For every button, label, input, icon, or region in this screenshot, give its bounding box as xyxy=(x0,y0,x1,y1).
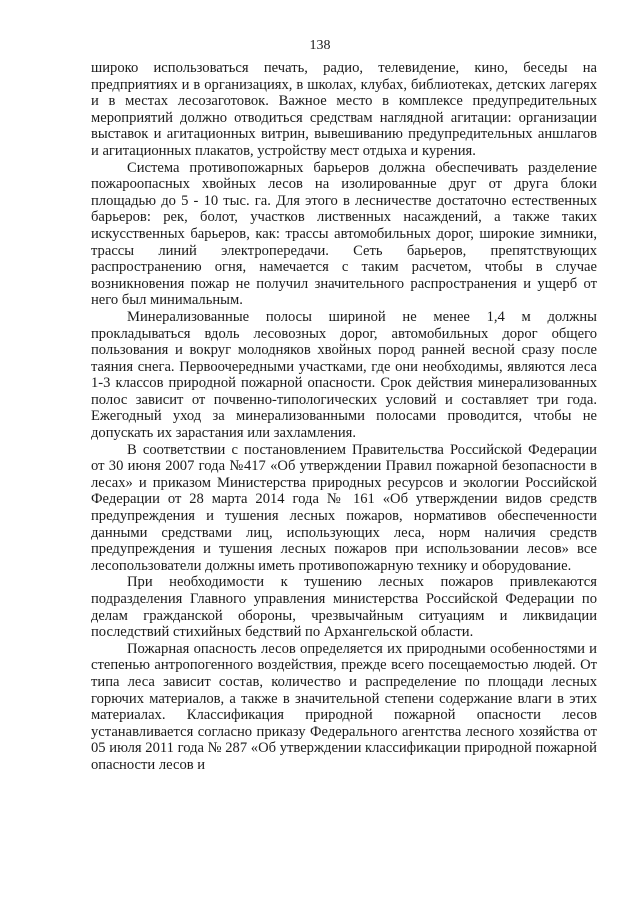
paragraph-5: При необходимости к тушению лесных пожаров привлекаются подразделения Главного управления министерства Российской Федерации по делам гражданской обороны, чрезвычайным ситуациям и ликвидации последствий стихийных бедствий по Архангельской области. xyxy=(91,574,597,641)
paragraph-3: Минерализованные полосы шириной не менее 1,4 м должны прокладываться вдоль лесовозных дорог, автомобильных дорог общего пользования и вокруг молодняков хвойных пород ранней весной сразу после таяния снега. Первоочередными участками, где они необходимы, являются леса 1-3 классов природной пожарной опасности. Срок действия минерализованных полос зависит от почвенно-типологических условий и составляет три года. Ежегодный уход за минерализованными полосами проводится, чтобы не допускать их зарастания или захламления. xyxy=(91,308,597,442)
paragraph-4: В соответствии с постановлением Правительства Российской Федерации от 30 июня 2007 года №417 «Об утверждении Правил пожарной безопасности в лесах» и приказом Министерства природных ресурсов и экологии Российской Федерации от 28 марта 2014 года № 161 «Об утверждении видов средств предупреждения и тушения лесных пожаров, нормативов обеспеченности данными средствами лиц, использующих леса, норм наличия средств предупреждения и тушения лесных пожаров при использовании лесов» все лесопользователи должны иметь противопожарную технику и оборудование. xyxy=(91,441,597,574)
paragraph-6: Пожарная опасность лесов определяется их природными особенностями и степенью антропогенного воздействия, прежде всего посещаемостью людей. От типа леса зависит состав, количество и распределение по площади лесных горючих материалов, а также в значительной степени содержание влаги в этих материалах. Классификация природной пожарной опасности лесов устанавливается согласно приказу Федерального агентства лесного хозяйства от 05 июля 2011 года № 287 «Об утверждении классификации природной пожарной опасности лесов и xyxy=(91,640,597,773)
paragraph-2: Система противопожарных барьеров должна обеспечивать разделение пожароопасных хвойных лесов на изолированные друг от друга блоки площадью до 5 - 10 тыс. га. Для этого в лесничестве достаточно естественных барьеров: рек, болот, участков лиственных насаждений, а также таких искусственных барьеров, как: трассы автомобильных дорог, широкие зимники, трассы линий электропередачи. Сеть барьеров, препятствующих распространению огня, намечается с таким расчетом, чтобы в случае возникновения пожар не получил значительного распространения и ущерб от него был минимальным. xyxy=(91,159,597,309)
page-number: 138 xyxy=(309,38,331,53)
document-body xyxy=(91,60,597,774)
paragraph-1: широко использоваться печать, радио, телевидение, кино, беседы на предприятиях и в организациях, в школах, клубах, библиотеках, детских лагерях и в местах лесозаготовок. Важное место в комплексе предупредительных мероприятий должно отводиться средствам наглядной агитации: организации выставок и агитационных витрин, вывешиванию предупредительных аншлагов и агитационных плакатов, устройству мест отдыха и курения. xyxy=(91,60,597,159)
